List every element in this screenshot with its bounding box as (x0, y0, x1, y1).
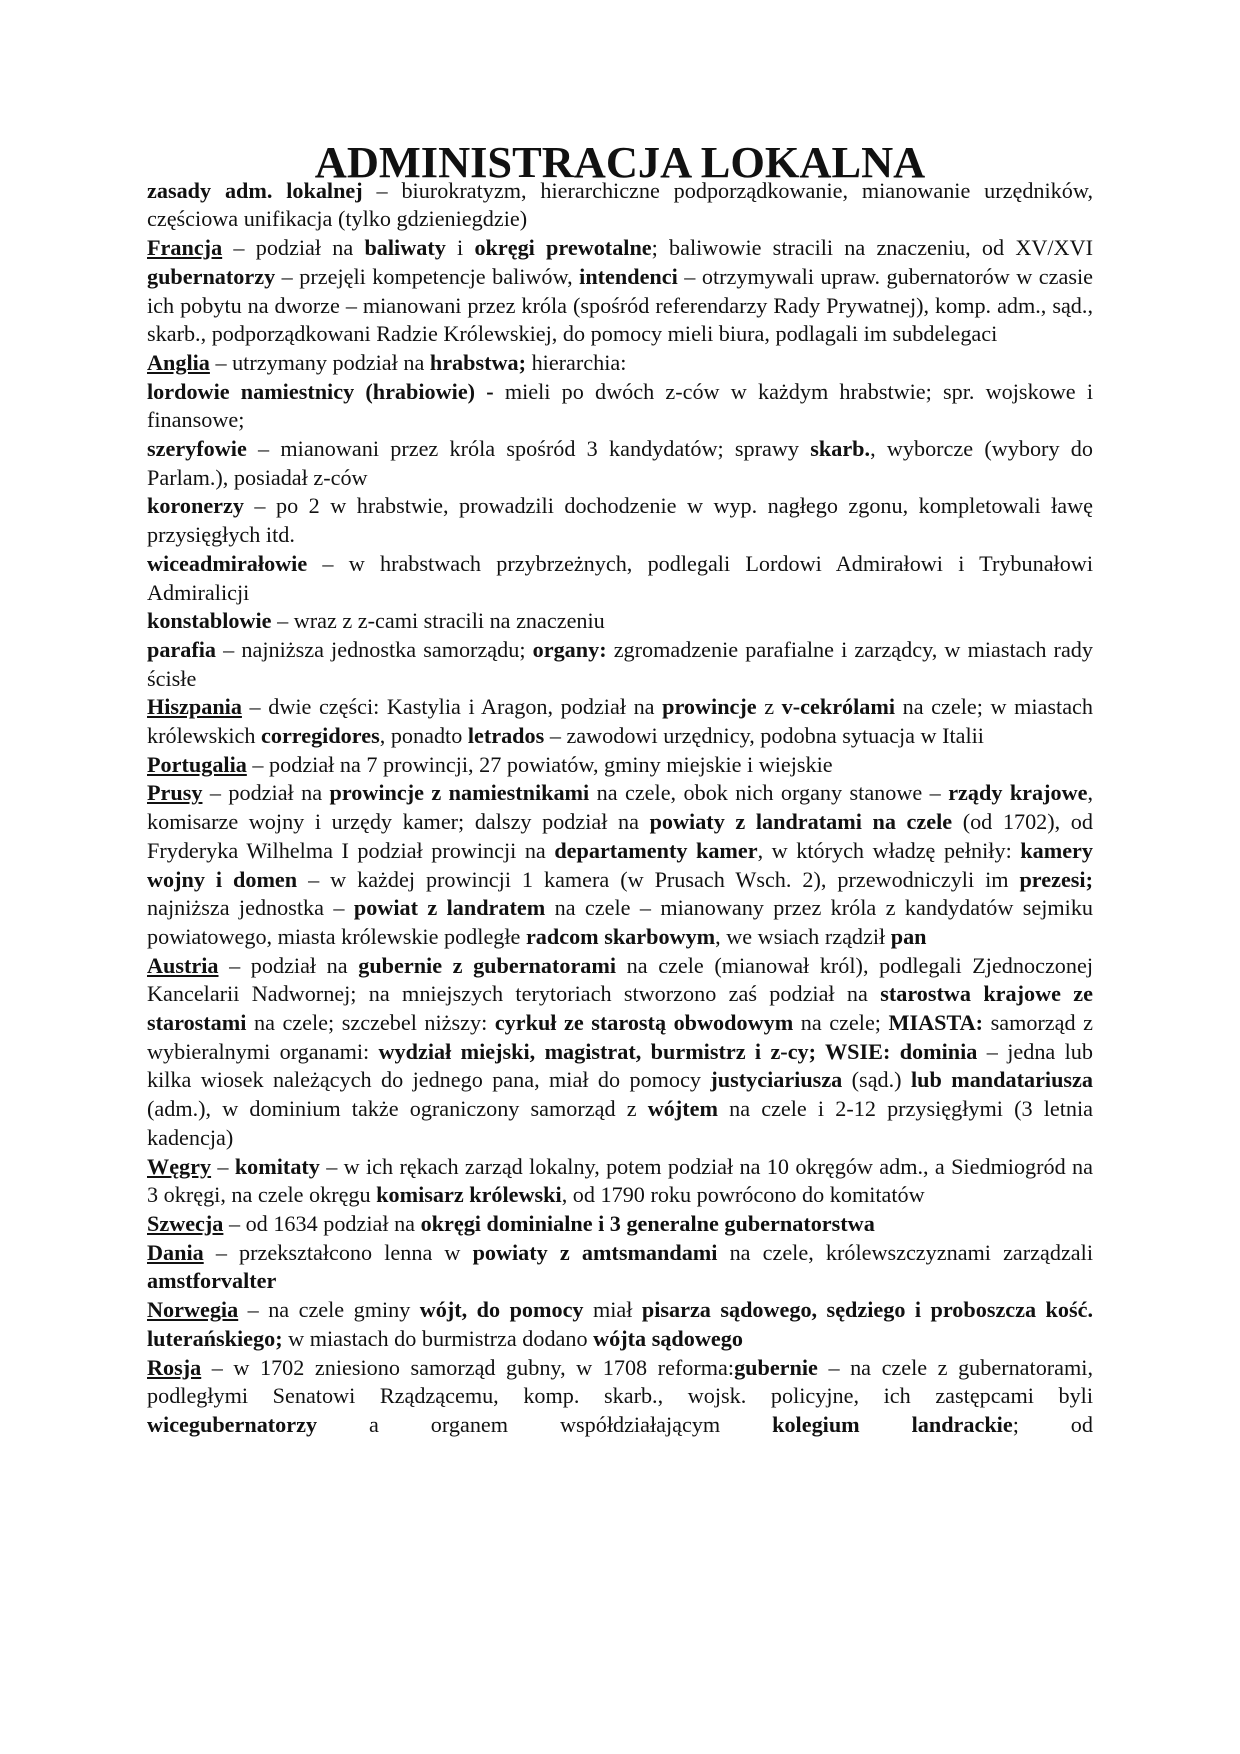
paragraph-text: – w ich rękach zarząd lokalny, potem podział na 10 okręgów adm., a Siedmiogród na 3 okręgi, na czele okręgu (147, 1153, 1093, 1208)
paragraph-text: na czele; szczebel niższy: (246, 1010, 495, 1036)
paragraph (147, 349, 1093, 378)
bold-term: radcom skarbowym (525, 923, 716, 949)
bold-term: letrados (467, 723, 545, 749)
paragraph-text: , komisarze wojny i urzędy kamer; dalszy podział na (147, 780, 1094, 835)
bold-term: powiat z landratem (353, 895, 546, 921)
bold-term: MIASTA: (888, 1010, 984, 1036)
paragraph-text: a organem współdziałającym (317, 1411, 773, 1437)
bold-term: wiceadmirałowie (147, 550, 308, 576)
country-heading: Rosja (147, 1354, 202, 1380)
bold-term: okręgi dominialne i 3 generalne gubernatorstwa (420, 1211, 875, 1236)
bold-term: lub mandatariusza (910, 1067, 1093, 1093)
paragraph-text: – podział na (202, 780, 330, 806)
paragraph-text: na czele – mianowany przez króla z kandydatów sejmiku powiatowego, miasta królewskie podległe (147, 895, 1094, 949)
paragraph-text: – otrzymywali upraw. gubernatorów w czasie ich pobytu na dworze – mianowani przez króla (spośród referendarzy Rady Prywatnej), komp. adm., sąd., skarb., podporządkowani Radzie Królewskiej, do pomocy mieli biura, podlagali im subdelegaci (147, 263, 1093, 347)
paragraph-text: , ponadto (379, 723, 468, 749)
bold-term: gubernie (734, 1354, 818, 1380)
paragraph-text: – po 2 w hrabstwie, prowadzili dochodzenie w wyp. nagłego zgonu, kompletowali ławę przysięgłych itd. (147, 493, 1093, 548)
bold-term: amstforvalter (147, 1268, 277, 1294)
paragraph-text: – mianowani przez króla spośród 3 kandydatów; sprawy (246, 436, 811, 462)
paragraph-text: – najniższa jednostka samorządu; (216, 636, 533, 662)
paragraph-text: i (445, 235, 475, 261)
paragraph-text: – przejęli kompetencje baliwów, (275, 263, 580, 289)
paragraph (147, 550, 1093, 607)
paragraph (147, 1296, 1093, 1353)
paragraph-text: , wyborcze (wybory do Parlam.), posiadał z-ców (147, 436, 1093, 490)
paragraph (147, 779, 1093, 951)
bold-term: okręgi prewotalne (474, 235, 652, 261)
paragraph-text: na czele; (793, 1010, 889, 1036)
paragraph-text: w miastach do burmistrza dodano (282, 1325, 594, 1351)
bold-term: pisarza sądowego, sędziego i proboszcza kość. luterańskiego; (147, 1297, 1094, 1351)
paragraph (147, 177, 1093, 234)
paragraph-text: – dwie części: Kastylia i Aragon, podział na (241, 694, 663, 720)
paragraph-text: hierarchia: (526, 349, 627, 375)
bold-term: szeryfowie (147, 436, 247, 462)
bold-term: justyciariusza (710, 1067, 843, 1093)
paragraph-text: na czele, królewszczyznami zarządzali (717, 1239, 1093, 1265)
paragraph-text: (od 1702), od Fryderyka Wilhelma I podział prowincji na (147, 809, 1093, 863)
document-page (147, 137, 1094, 1440)
bold-term: wójtem (647, 1096, 718, 1122)
paragraph-text: – w każdej prowincji 1 kamera (w Prusach Wsch. 2), przewodniczyli im (297, 866, 1020, 892)
paragraph (147, 751, 1093, 780)
paragraph-text: – na czele z gubernatorami, podległymi Senatowi Rządzącemu, komp. skarb., wojsk. policyjne, ich zastępcami byli (147, 1354, 1093, 1409)
paragraph-text: – jedna lub kilka wiosek należących do jednego pana, miał do pomocy (147, 1038, 1093, 1093)
paragraph-text: – podział na (222, 235, 365, 261)
paragraph-text: – wraz z z-cami stracili na znaczeniu (271, 608, 605, 634)
bold-term: cyrkuł ze starostą obwodowym (494, 1010, 794, 1036)
paragraph-text: – zawodowi urzędnicy, podobna sytuacja w Italii (544, 723, 984, 749)
country-heading: Norwegia (147, 1297, 239, 1323)
bold-term: rządy krajowe (948, 780, 1088, 806)
bold-term: gubernatorzy (147, 263, 276, 289)
paragraph-text: samorząd z wybieralnymi organami: (147, 1010, 1093, 1064)
bold-term: v-cekrólami (781, 694, 896, 720)
country-heading: Austria (147, 952, 219, 978)
bold-term: gubernie z gubernatorami (358, 952, 617, 978)
bold-term: corregidores (261, 723, 380, 749)
bold-term: wydział miejski, magistrat, burmistrz i z-cy; WSIE: dominia (378, 1038, 978, 1064)
country-heading: Portugalia (147, 751, 247, 777)
paragraph (147, 952, 1093, 1153)
paragraph-text: miał (583, 1297, 642, 1323)
paragraph (147, 693, 1093, 750)
paragraph-text: ; od (1012, 1411, 1093, 1437)
bold-term: koronerzy (147, 493, 244, 519)
paragraph (147, 378, 1093, 435)
paragraph-text: – w hrabstwach przybrzeżnych, podlegali Lordowi Admirałowi i Trybunałowi Admiralicji (147, 550, 1093, 605)
paragraph-text: na czele (mianował król), podlegali Zjednoczonej Kancelarii Nadwornej; na mniejszych terytoriach stworzono zaś podział na (147, 952, 1093, 1007)
paragraph-text: , w których władzę pełniły: (757, 837, 1021, 863)
paragraph (147, 1153, 1093, 1210)
paragraph-text: – przekształcono lenna w (203, 1239, 473, 1265)
paragraph-text: ; baliwowie stracili na znaczeniu, od XV/XVI (651, 235, 1093, 261)
paragraph (147, 435, 1093, 492)
bold-term: wójt, do pomocy (419, 1297, 584, 1323)
bold-term: powiaty z amtsmandami (472, 1239, 718, 1265)
paragraph (147, 234, 1093, 349)
paragraph-text: zgromadzenie parafialne i zarządcy, w miastach rady ścisłe (147, 636, 1093, 691)
bold-term: prowincje z namiestnikami (329, 780, 590, 806)
bold-term: powiaty z landratami na czele (649, 809, 953, 835)
bold-term: baliwaty (364, 235, 446, 261)
paragraph (147, 1239, 1093, 1296)
bold-term: komisarz królewski (376, 1182, 562, 1208)
bold-term: konstablowie (147, 608, 272, 634)
bold-term: organy: (532, 636, 607, 662)
country-heading: Francja (147, 235, 223, 261)
paragraph-text: – podział na (218, 952, 359, 978)
paragraph-text: (sąd.) (842, 1067, 911, 1093)
country-heading: Dania (147, 1239, 204, 1265)
country-heading: Hiszpania (147, 694, 242, 720)
bold-term: skarb. (810, 436, 871, 462)
paragraph-text: – w 1702 zniesiono samorząd gubny, w 1708 reforma: (201, 1354, 735, 1380)
bold-term: zasady adm. lokalnej (147, 177, 363, 203)
paragraph-text: na czele; w miastach królewskich (147, 694, 1093, 749)
paragraph (147, 607, 1093, 636)
paragraph-text: , we wsiach rządził (715, 923, 891, 949)
paragraph-text: na czele i 2-12 przysięgłymi (3 letnia kadencja) (147, 1096, 1093, 1150)
paragraph (147, 492, 1093, 549)
paragraph-text: na czele, obok nich organy stanowe – (589, 780, 949, 806)
paragraph-text: – podział na 7 prowincji, 27 powiatów, gminy miejskie i wiejskie (246, 751, 833, 777)
bold-term: prowincje (662, 694, 757, 720)
bold-term: wicegubernatorzy (147, 1411, 318, 1437)
paragraph-text: mieli po dwóch z-ców w każdym hrabstwie; spr. wojskowe i finansowe; (147, 378, 1093, 433)
bold-term: hrabstwa; (429, 349, 527, 375)
country-heading: Szwecja (147, 1211, 224, 1236)
bold-term: intendenci (579, 263, 678, 289)
bold-term: starostwa krajowe ze starostami (147, 981, 1093, 1036)
bold-term: komitaty (234, 1153, 320, 1179)
bold-term: parafia (147, 636, 217, 662)
bold-term: prezesi; (1019, 866, 1093, 892)
bold-term: kolegium landrackie (772, 1411, 1013, 1437)
document-title: ADMINISTRACJA LOKALNA (314, 137, 926, 187)
country-heading: Prusy (147, 780, 203, 806)
paragraph (147, 1210, 1093, 1239)
bold-term: lordowie namiestnicy (hrabiowie) - (147, 378, 494, 404)
paragraph-text: – (211, 1153, 235, 1179)
paragraph-text: – biurokratyzm, hierarchiczne podporządkowanie, mianowanie urzędników, częściowa unifikacja (tylko gdzieniegdzie) (147, 177, 1093, 232)
bold-term: pan (890, 923, 927, 949)
paragraph-text: (adm.), w dominium także ograniczony samorząd z (147, 1096, 648, 1122)
paragraph-text: – od 1634 podział na (223, 1211, 421, 1236)
document-body (147, 177, 1093, 1440)
paragraph-text: z (756, 694, 782, 720)
paragraph-text: , od 1790 roku powrócono do komitatów (561, 1182, 925, 1208)
paragraph-text: najniższa jednostka – (147, 895, 354, 921)
paragraph-text: – na czele gminy (238, 1297, 420, 1323)
country-heading: Anglia (147, 349, 210, 375)
bold-term: departamenty kamer (554, 837, 758, 863)
bold-term: wójta sądowego (593, 1325, 743, 1351)
country-heading: Węgry (147, 1153, 212, 1179)
paragraph-text: – utrzymany podział na (209, 349, 430, 375)
paragraph (147, 636, 1093, 693)
paragraph (147, 1354, 1093, 1440)
bold-term: kamery wojny i domen (147, 837, 1093, 892)
